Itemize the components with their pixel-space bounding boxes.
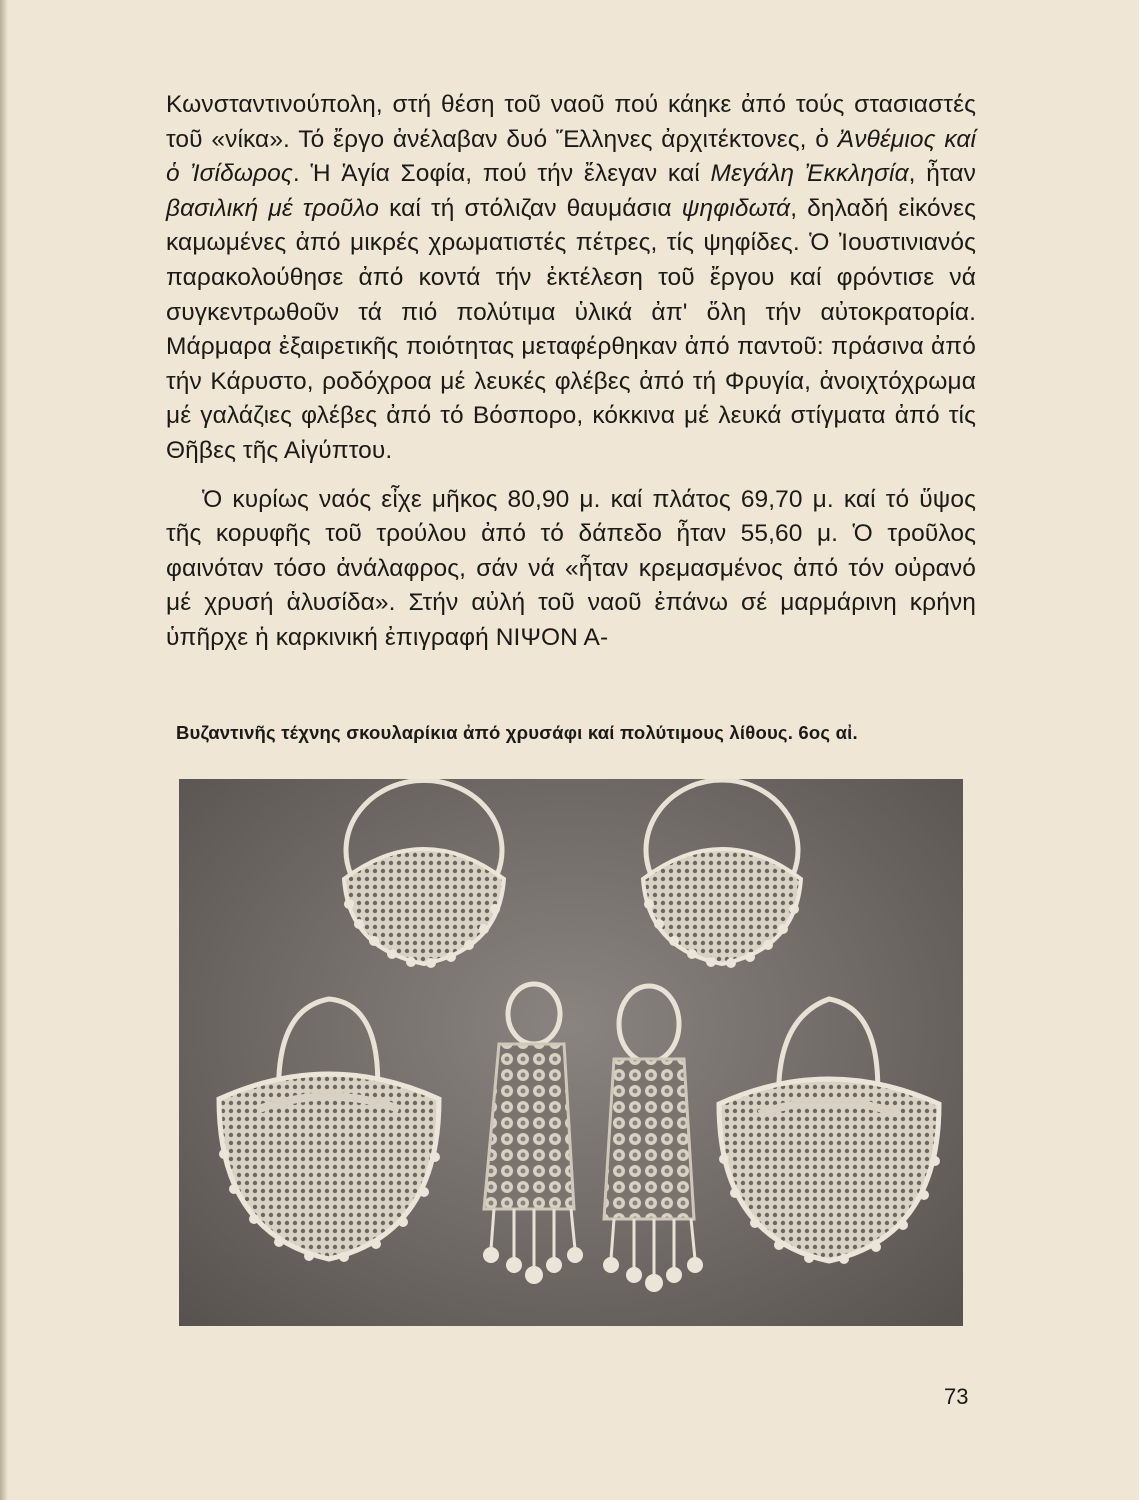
figure-caption: Βυζαντινῆς τέχνης σκουλαρίκια ἀπό χρυσάφι καί πολύτιμους λίθους. 6ος αἰ. [176,722,858,743]
paragraph-1 [166,88,976,469]
p1-seg-8: , δηλαδή εἰκόνες καμωμένες ἀπό μικρές χρωματιστές πέτρες, τίς ψηφίδες. Ὁ Ἰουστινιανός παρακολούθησε ἀπό κοντά τήν ἐκτέλεση τοῦ ἔργου καί φρόντισε νά συγκεντρωθοῦν τά πιό πολύτιμα ὑλικά ἀπ' ὅλη τήν αὐτοκρατορία. Μάρμαρα ἐξαιρετικῆς ποιότητας μεταφέρθηκαν ἀπό παντοῦ: πράσινα ἀπό τήν Κάρυστο, ροδόχροα μέ λευκές φλέβες ἀπό τή Φρυγία, ἀνοιχτόχρωμα μέ γαλάζιες φλέβες ἀπό τό Βόσπορο, κόκκινα μέ λευκά στίγματα ἀπό τίς Θῆβες τῆς Αἰγύπτου. [166,194,977,464]
p1-seg-6: καί τή στόλιζαν θαυμάσια [379,194,682,222]
earrings-illustration [179,779,963,1326]
body-text [166,88,976,656]
p1-seg-5: βασιλική μέ τροῦλο [166,194,380,222]
earring-bottom-right [719,999,940,1264]
p1-seg-4: , ἦταν [908,160,976,188]
earrings-photo [179,779,963,1326]
earring-top-right [643,780,801,968]
paragraph-2 [166,483,976,656]
earring-pendant-left [483,984,583,1284]
p1-seg-2: . Ἡ Ἁγία Σοφία, πού τήν ἔλεγαν καί [292,160,711,188]
earring-bottom-left [219,999,440,1262]
earring-top-left [344,780,504,968]
p1-seg-7: ψηφιδωτά [681,194,791,222]
p2-seg-0: Ὁ κυρίως ναός εἶχε μῆκος 80,90 μ. καί πλάτος 69,70 μ. καί τό ὕψος τῆς κορυφῆς τοῦ τρούλου ἀπό τό δάπεδο ἦταν 55,60 μ. Ὁ τροῦλος φαινόταν τόσο ἀνάλαφρος, σάν νά «ἦταν κρεμασμένος ἀπό τόν οὐρανό μέ χρυσή ἁλυσίδα». Στήν αὐλή τοῦ ναοῦ ἐπάνω σέ μαρμάρινη κρήνη ὑπῆρχε ἡ καρκινική ἐπιγραφή ΝΙΨΟΝ Α- [166,485,976,651]
page-edge [0,0,8,1500]
p1-seg-3: Μεγάλη Ἐκκλησία [710,160,909,188]
page-number: 73 [944,1384,969,1409]
p1-seg-0: Κωνσταντινούπολη, στή θέση τοῦ ναοῦ πού κάηκε ἀπό τούς στασιαστές τοῦ «νίκα». Τό ἔργο ἀνέλαβαν δυό Ἕλληνες ἀρχιτέκτονες, ὁ [166,91,976,153]
p1-seg-1: Ἀνθέμιος καί ὁ Ἰσίδωρος [166,125,976,188]
earring-pendant-right [603,986,703,1292]
